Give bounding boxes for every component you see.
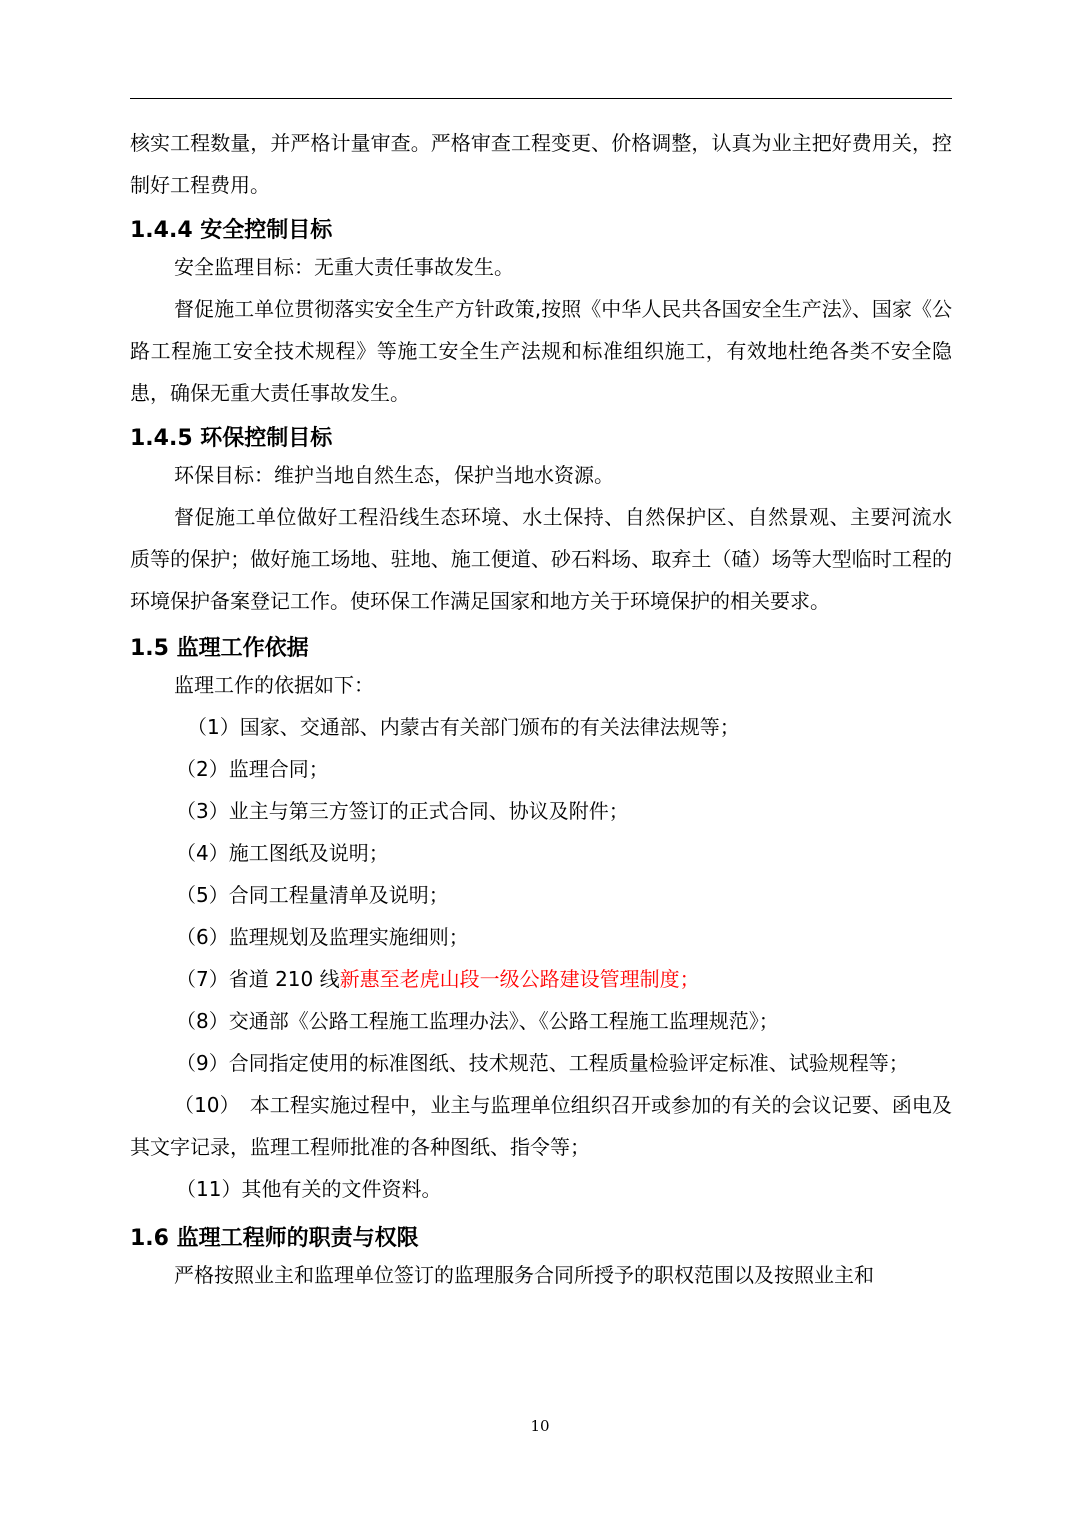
basis-item-2: （2）监理合同； bbox=[176, 757, 329, 781]
paragraph-duty-body: 严格按照业主和监理单位签订的监理服务合同所授予的职权范围以及按照业主和 bbox=[174, 1263, 874, 1287]
paragraph-safety-body: 督促施工单位贯彻落实安全生产方针政策,按照《中华人民共各国安全生产法》、国家《公路工程施工安全技术规程》等施工安全生产法规和标准组织施工，有效地杜绝各类不安全隐患，确保无重大责任事故发生。 bbox=[130, 297, 952, 405]
heading-1-4-5: 1.4.5 环保控制目标 bbox=[130, 426, 333, 451]
paragraph-cost-control: 核实工程数量，并严格计量审查。严格审查工程变更、价格调整，认真为业主把好费用关，控制好工程费用。 bbox=[130, 131, 952, 197]
basis-item-1: （1）国家、交通部、内蒙古有关部门颁布的有关法律法规等； bbox=[187, 715, 740, 739]
basis-item-8: （8）交通部《公路工程施工监理办法》、《公路工程施工监理规范》； bbox=[176, 1009, 779, 1033]
paragraph-basis-intro: 监理工作的依据如下： bbox=[174, 673, 374, 697]
basis-item-4: （4）施工图纸及说明； bbox=[176, 841, 389, 865]
basis-item-5: （5）合同工程量清单及说明； bbox=[176, 883, 449, 907]
header-rule bbox=[130, 98, 952, 99]
basis-item-9: （9）合同指定使用的标准图纸、技术规范、工程质量检验评定标准、试验规程等； bbox=[176, 1051, 909, 1075]
basis-item-6: （6）监理规划及监理实施细则； bbox=[176, 925, 469, 949]
basis-item-10: （10） 本工程实施过程中，业主与监理单位组织召开或参加的有关的会议记要、函电及其文字记录，监理工程师批准的各种图纸、指令等； bbox=[130, 1093, 952, 1159]
basis-item-7 bbox=[130, 958, 952, 1000]
heading-1-4-4: 1.4.4 安全控制目标 bbox=[130, 218, 333, 243]
paragraph-env-target: 环保目标：维护当地自然生态，保护当地水资源。 bbox=[174, 463, 614, 487]
basis-item-11: （11）其他有关的文件资料。 bbox=[176, 1177, 442, 1201]
heading-1-5: 1.5 监理工作依据 bbox=[130, 636, 309, 661]
paragraph-safety-target: 安全监理目标：无重大责任事故发生。 bbox=[174, 255, 514, 279]
basis-item-7-prefix: （7）省道 210 线 bbox=[176, 967, 340, 991]
page-content bbox=[130, 122, 952, 1296]
page-number: 10 bbox=[530, 1417, 550, 1435]
basis-item-7-highlight: 新惠至老虎山段一级公路建设管理制度； bbox=[339, 967, 700, 991]
basis-item-3: （3）业主与第三方签订的正式合同、协议及附件； bbox=[176, 799, 629, 823]
paragraph-env-body: 督促施工单位做好工程沿线生态环境、水土保持、自然保护区、自然景观、主要河流水质等的保护；做好施工场地、驻地、施工便道、砂石料场、取弃土（碴）场等大型临时工程的环境保护备案登记工作。使环保工作满足国家和地方关于环境保护的相关要求。 bbox=[130, 505, 952, 613]
heading-1-6: 1.6 监理工程师的职责与权限 bbox=[130, 1226, 419, 1251]
